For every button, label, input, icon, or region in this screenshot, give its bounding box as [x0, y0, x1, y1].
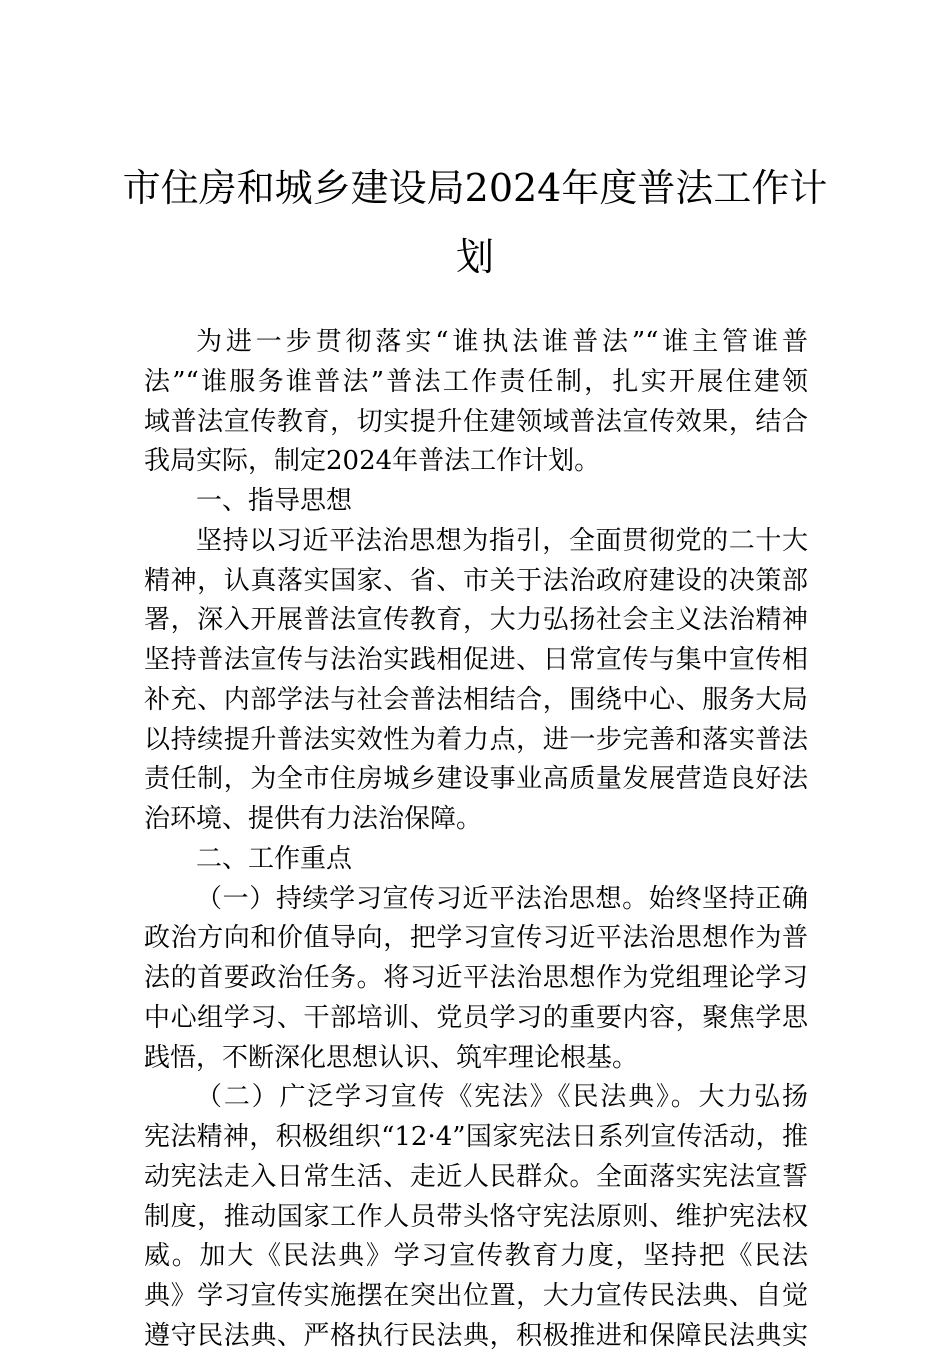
text-line: 一、指导思想 — [196, 486, 353, 516]
text-line: 责任制，为全市住房城乡建设事业高质量发展营造良好法 — [144, 764, 808, 795]
text-line: 制度，推动国家工作人员带头恪守宪法原则、维护宪法权 — [144, 1201, 808, 1232]
text-line: 二、工作重点 — [196, 843, 353, 874]
text-line: 为进一步贯彻落实“谁执法谁普法”“谁主管谁普 — [196, 327, 808, 357]
text-line: 治环境、提供有力法治保障。 — [144, 804, 483, 834]
text-line: 宪法精神，积极组织“12·4”国家宪法日系列宣传活动，推 — [144, 1122, 808, 1152]
text-line: 坚持普法宣传与法治实践相促进、日常宣传与集中宣传相 — [144, 645, 808, 675]
text-line: 以持续提升普法实效性为着力点，进一步完善和落实普法 — [144, 724, 808, 755]
text-line: 域普法宣传教育，切实提升住建领域普法宣传效果，结合 — [144, 406, 808, 437]
document-title-line-1: 市住房和城乡建设局2024年度普法工作计 — [122, 166, 828, 210]
text-line: 践悟，不断深化思想认识、筑牢理论根基。 — [144, 1042, 639, 1073]
text-line: （一）持续学习宣传习近平法治思想。始终坚持正确 — [196, 883, 808, 914]
text-line: 补充、内部学法与社会普法相结合，围绕中心、服务大局 — [144, 684, 808, 715]
text-line: 典》学习宣传实施摆在突出位置，大力宣传民法典、自觉 — [144, 1281, 808, 1311]
text-line: 中心组学习、干部培训、党员学习的重要内容，聚焦学思 — [144, 1002, 808, 1033]
text-line: 坚持以习近平法治思想为指引，全面贯彻党的二十大 — [196, 525, 808, 556]
text-line: 法”“谁服务谁普法”普法工作责任制，扎实开展住建领 — [144, 366, 808, 397]
text-line: 政治方向和价值导向，把学习宣传习近平法治思想作为普 — [144, 923, 808, 954]
text-line: 我局实际，制定2024年普法工作计划。 — [144, 446, 601, 477]
text-line: 威。加大《民法典》学习宣传教育力度，坚持把《民法 — [144, 1241, 808, 1272]
text-line: （二）广泛学习宣传《宪法》《民法典》。大力弘扬 — [196, 1082, 808, 1113]
document-title-line-2: 划 — [455, 235, 494, 279]
text-line: 遵守民法典、严格执行民法典，积极推进和保障民法典实 — [144, 1320, 808, 1351]
text-line: 精神，认真落实国家、省、市关于法治政府建设的决策部 — [144, 565, 808, 596]
text-line: 署，深入开展普法宣传教育，大力弘扬社会主义法治精神 — [144, 605, 808, 636]
text-line: 动宪法走入日常生活、走近人民群众。全面落实宪法宣誓 — [144, 1161, 808, 1192]
document-body — [144, 323, 808, 1357]
text-line: 法的首要政治任务。将习近平法治思想作为党组理论学习 — [144, 963, 808, 993]
